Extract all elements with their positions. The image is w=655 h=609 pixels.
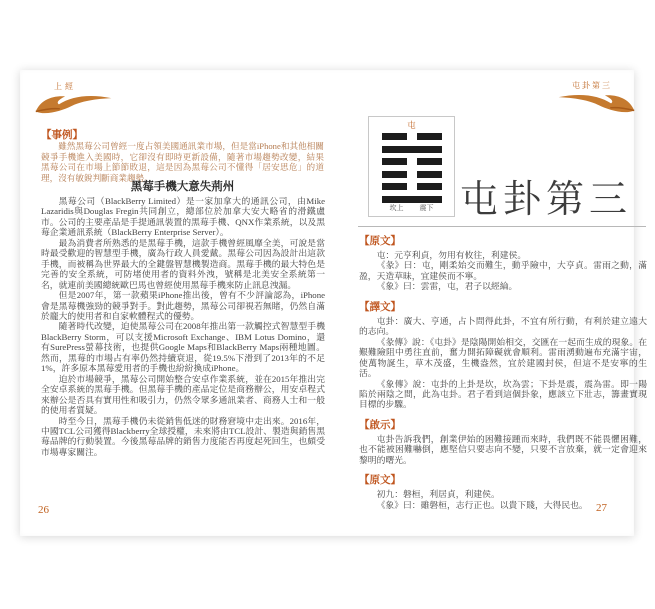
- right-sections: [359, 231, 647, 517]
- lower-trigram-label: 震下: [419, 204, 434, 212]
- title-divider-rule: [358, 226, 646, 227]
- section-line: 屯：元亨利貞，勿用有攸往，利建侯。: [376, 250, 527, 260]
- section-line: 《彖》曰：屯，剛柔始交而難生，動乎險中，大亨貞。雷雨之動，滿盈，天造草昧，宜建侯而不寧。: [359, 260, 647, 281]
- hexagram-line-broken: [382, 158, 442, 165]
- paragraph: 迫於市場競爭，黑莓公司開始整合安卓作業系統，並在2015年推出完全安卓系統的黑莓手機。但黑莓手機的產品定位是商務辦公，用安卓程式來辦公是否具有實用性和吸引力，仍然令眾多通訊業者、商務人士和一般的使用者質疑。: [41, 373, 325, 416]
- page-number-left: 26: [38, 504, 49, 516]
- flourish-ornament-left: [34, 90, 114, 117]
- paragraph: 時至今日，黑莓手機仍未從銷售低迷的財務窘境中走出來。2016年，中國TCL公司獲得Blackberry全球授權，未來將由TCL設計、製造與銷售黑莓品牌的行動裝置。今後黑莓品牌的銷售力度能否再度起死回生，也頗受市場專家關注。: [41, 415, 325, 457]
- section-yuanwen-1: [359, 233, 647, 292]
- section-yiwen: [359, 299, 647, 410]
- section-line: 《象》曰：雲雷，屯，君子以經綸。: [376, 281, 518, 292]
- running-head-left: 上經: [54, 82, 76, 91]
- section-label: 【譯文】: [359, 301, 401, 313]
- hexagram-line-solid: [382, 196, 442, 203]
- section-line: 《彖傳》說：《屯卦》是陰陽開始相交，交匯在一起而生成的現象。在艱難險阻中勇往直前，奮力開拓障礙就會順利。雷雨湧動遍布充滿宇宙，使萬物誕生，草木茂盛，生機盎然，宜於建國封侯，但這不是安寧的生活。: [359, 336, 647, 379]
- hexagram-trigram-labels: [369, 203, 454, 213]
- hexagram-lines: [369, 133, 454, 203]
- article-headline: 黑莓手機大意失荊州: [130, 181, 235, 193]
- hexagram-line-broken: [382, 171, 442, 178]
- flourish-ornament-right: [556, 89, 636, 116]
- hexagram-line-solid: [382, 146, 442, 153]
- section-line: 《象》曰：雖磐桓，志行正也。以貴下賤，大得民也。: [376, 499, 588, 510]
- section-label: 【啟示】: [359, 419, 401, 431]
- hexagram-box: [368, 116, 455, 217]
- section-line: 《象傳》說：屯卦的上卦是坎，坎為雲；下卦是震，震為雷。即一陽陷於兩陰之間，此為屯卦。君子看到這個卦象，應該立下壯志，籌畫實現目標的步驟。: [359, 378, 647, 410]
- chapter-title: 屯卦第三: [460, 179, 633, 221]
- section-line: 初九：磐桓，利居貞，利建侯。: [376, 489, 500, 500]
- paragraph: 隨著時代改變，迫使黑莓公司在2008年推出第一款觸控式智慧型手機BlackBerry Storm，可以支援Microsoft Exchange、IBM Lotus Domino，還有SurePress螢幕技術，也提供Google Maps和BlackBerry Maps兩種地圖。然而，黑莓的市場占有率仍然持續衰退，從19.5%下滑到了2013年的不足1%，許多原本黑莓愛用者的手機也紛紛換成iPhone。: [41, 321, 325, 374]
- paragraph: 黑莓公司（BlackBerry Limited）是一家加拿大的通訊公司，由Mike Lazaridis與Douglas Fregin共同創立，總部位於加拿大安大略省的滑鐵盧市。公司的主要產品是手提通訊裝置的黑莓手機、QNX作業系統，以及黑莓企業通訊系統（BlackBerry Enterprise Server）。: [41, 196, 325, 238]
- hexagram-line-broken: [382, 183, 442, 190]
- section-label: 【原文】: [359, 475, 401, 487]
- upper-trigram-label: 坎上: [389, 204, 404, 212]
- paragraph: 最為消費者所熟悉的是黑莓手機，這款手機曾經風靡全美，可說是當時最受歡迎的智慧型手機，廣為行政人員愛戴。黑莓公司因為設計出這款手機，而被稱為世界最大的全鍵盤智慧機製造商。黑莓手機的最大特色是完善的安全系統，可防堵使用者的資料外洩，號稱是北美安全系統第一名，就連前美國總統歐巴馬也曾經使用黑莓手機來防止訊息洩漏。: [41, 237, 325, 290]
- case-section-label: 【事例】: [41, 130, 83, 141]
- section-line: 屯卦：廣大、亨通，占卜問得此卦，不宜有所行動，有利於建立遠大的志向。: [359, 315, 647, 337]
- section-qishi: [359, 417, 647, 465]
- left-paragraphs: [41, 196, 325, 457]
- hexagram-name: 屯: [407, 120, 416, 130]
- case-text: 雖然黑莓公司曾經一度占領美國通訊業市場，但是當iPhone和其他相關競爭手機進入美國時，它卻沒有即時更新設備，隨著市場趨勢改變，結果黑莓公司在市場上節節敗退，這是因為黑莓公司不懂得「居安思危」的道理，沒有敏銳判斷商業趨勢。: [41, 141, 324, 183]
- hexagram-line-broken: [382, 133, 442, 140]
- page-number-right: 27: [596, 502, 607, 514]
- section-label: 【原文】: [359, 236, 401, 247]
- section-line: 屯卦告訴我們，創業伊始的困難接踵而來時，我們既不能畏懼困難，也不能被困難嚇倒，應堅信只要志向不變，只要不言放棄，就一定會迎來黎明的曙光。: [359, 433, 647, 465]
- paragraph: 但是2007年，第一款蘋果iPhone推出後，曾有不少評論認為，iPhone會是黑莓機強勁的競爭對手。對此趨勢，黑莓公司卻視若無睹，仍然自滿於龐大的使用者和自家軟體程式的優勢。: [41, 290, 325, 321]
- running-head-right: 屯卦第三: [572, 81, 612, 90]
